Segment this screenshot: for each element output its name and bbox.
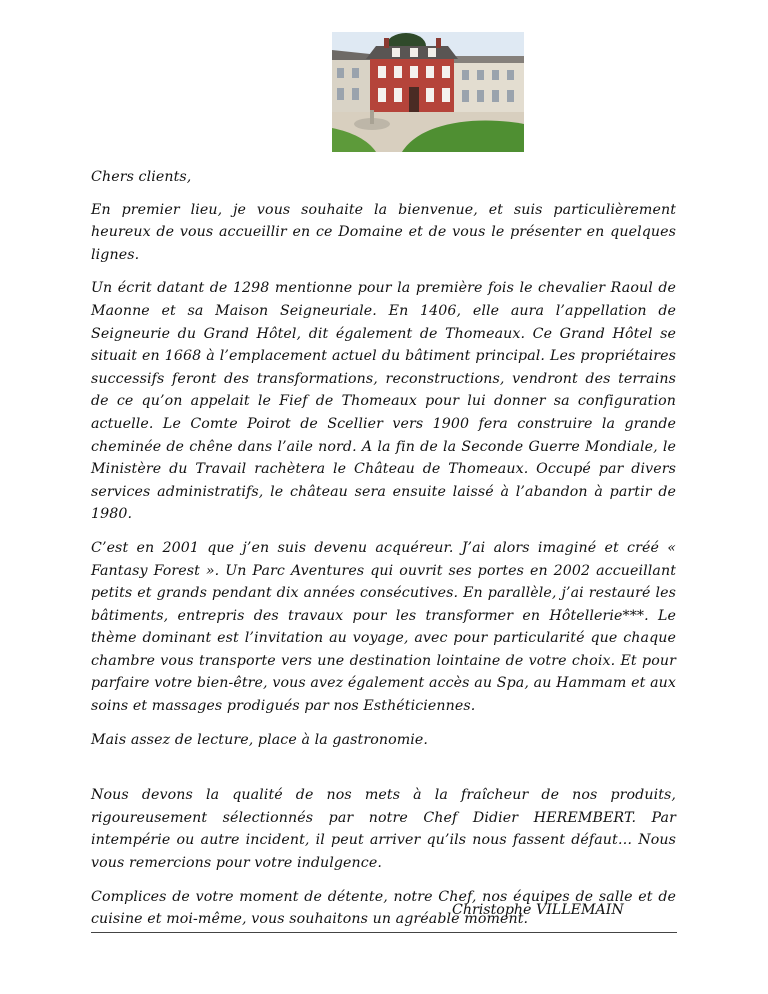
paragraph-acquisition: C’est en 2001 que j’en suis devenu acquéreur. J’ai alors imaginé et créé « Fantasy Forest ». Un Parc Aventures qui ouvrit ses portes en 2002 accueillant petits et grands pendant dix années consécutives. En parallèle, j’ai restauré les bâtiments, entrepris des travaux pour les transformer en Hôtellerie***. Le thème dominant est l’invitation au voyage, avec pour particularité que chaque chambre vous transporte vers une destination lointaine de votre choix. Et pour parfaire votre bien-être, vous avez également accès au Spa, au Hammam et aux soins et massages prodigués par nos Esthéticiennes. — [91, 539, 676, 715]
paragraph-history: Un écrit datant de 1298 mentionne pour la première fois le chevalier Raoul de Maonne et sa Maison Seigneuriale. En 1406, elle aura l’appellation de Seigneurie du Grand Hôtel, dit également de Thomeaux. Ce Grand Hôtel se situait en 1668 à l’emplacement actuel du bâtiment principal. Les propriétaires successifs feront des transformations, reconstructions, vendront des terrains de ce qu’on appelait le Fief de Thomeaux pour lui donner sa configuration actuelle. Le Comte Poirot de Scellier vers 1900 fera construire la grande cheminée de chêne dans l’aile nord. A la fin de la Seconde Guerre Mondiale, le Ministère du Travail rachètera le Château de Thomeaux. Occupé par divers services administratifs, le château sera ensuite laissé à l’abandon à partir de 1980. — [91, 280, 676, 523]
paragraph-welcome: En premier lieu, je vous souhaite la bienvenue, et suis particulièrement heureux de vous accueillir en ce Domaine et de vous le présenter en quelques lignes. — [91, 201, 676, 263]
paragraph-spacer — [91, 762, 676, 784]
paragraph-closing: Complices de votre moment de détente, notre Chef, nos équipes de salle et de cuisine et moi-même, vous souhaitons un agréable moment. — [91, 888, 676, 928]
letter-greeting: Chers clients, — [91, 169, 192, 185]
paragraph-gastronomy: Mais assez de lecture, place à la gastronomie. — [91, 731, 429, 748]
letter-body — [91, 166, 676, 942]
footer-rule — [91, 932, 677, 933]
chateau-photo — [332, 32, 524, 152]
signature: Christophe VILLEMAIN — [452, 902, 624, 918]
chateau-photo-icon — [332, 32, 524, 152]
paragraph-products: Nous devons la qualité de nos mets à la fraîcheur de nos produits, rigoureusement sélectionnés par notre Chef Didier HEREMBERT. Par intempérie ou autre incident, il peut arriver qu’ils nous fassent défaut… Nous vous remercions pour votre indulgence. — [91, 787, 676, 872]
